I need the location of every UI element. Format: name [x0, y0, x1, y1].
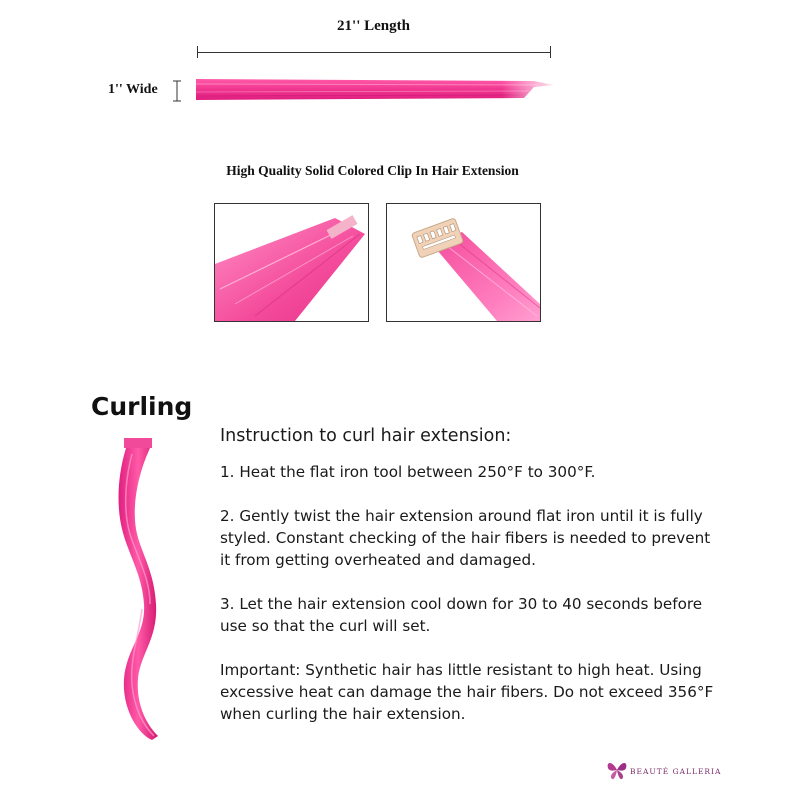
curling-instructions: [220, 425, 720, 747]
curling-title: Curling: [91, 392, 193, 421]
hair-strip-image: [194, 74, 556, 106]
curled-extension-image: [108, 434, 170, 746]
width-label: 1'' Wide: [108, 82, 158, 97]
length-label: 21'' Length: [337, 18, 410, 34]
extension-clip-photo: [386, 203, 541, 322]
width-bracket: [172, 80, 182, 102]
important-note: Important: Synthetic hair has little resistant to high heat. Using excessive heat can damage the hair fibers. Do not exceed 356°F when curling the hair extension.: [220, 661, 714, 723]
length-end-tick: [550, 46, 551, 58]
instructions-heading: Instruction to curl hair extension:: [220, 426, 512, 446]
instruction-step-3: 3. Let the hair extension cool down for 30 to 40 seconds before use so that the curl will set.: [220, 595, 703, 635]
instruction-step-1: 1. Heat the flat iron tool between 250°F to 300°F.: [220, 463, 596, 481]
length-start-tick: [197, 46, 198, 58]
butterfly-icon: [606, 758, 628, 782]
brand-name: BEAUTÉ GALLERIA: [630, 767, 722, 776]
length-dimension-line: [197, 52, 551, 53]
extension-front-photo: [214, 203, 369, 322]
product-caption: High Quality Solid Colored Clip In Hair Extension: [226, 163, 519, 178]
instruction-step-2: 2. Gently twist the hair extension around flat iron until it is fully styled. Constant checking of the hair fibers is needed to prevent it from getting overheated and damaged.: [220, 507, 711, 569]
